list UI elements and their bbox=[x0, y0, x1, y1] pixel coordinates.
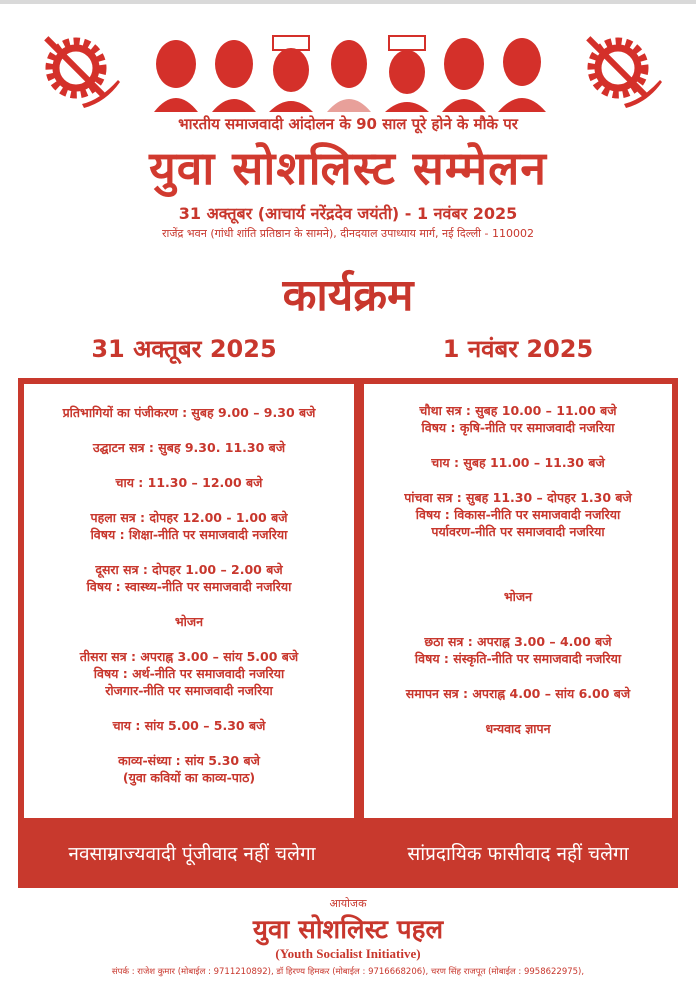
portrait-image bbox=[496, 34, 548, 112]
day-2-heading: 1 नवंबर 2025 bbox=[442, 335, 594, 363]
slogan-left: नवसाम्राज्यवादी पूंजीवाद नहीं चलेगा bbox=[68, 843, 316, 865]
portrait-image bbox=[150, 34, 202, 112]
schedule-entry-registration: प्रतिभागियों का पंजीकरण : सुबह 9.00 – 9.30 बजे bbox=[62, 405, 316, 420]
portrait-image bbox=[381, 34, 433, 112]
organizer-english-name: (Youth Socialist Initiative) bbox=[275, 946, 421, 961]
schedule-entry-vote-of-thanks: धन्यवाद ज्ञापन bbox=[485, 721, 551, 736]
leaders-portraits bbox=[150, 30, 548, 112]
gear-pickaxe-icon bbox=[30, 28, 126, 110]
gear-pickaxe-icon bbox=[572, 28, 668, 110]
schedule-entry-session-6: छठा सत्र : अपराह्न 3.00 – 4.00 बजे विषय : संस्कृति-नीति पर समाजवादी नजरिया bbox=[414, 634, 622, 666]
event-venue: राजेंद्र भवन (गांधी शांति प्रतिष्ठान के सामने), दीनदयाल उपाध्याय मार्ग, नई दिल्ली - 110002 bbox=[162, 227, 534, 240]
portrait-image bbox=[438, 34, 490, 112]
day-1-heading: 31 अक्तूबर 2025 bbox=[91, 335, 277, 363]
schedule-entry-evening-tea: चाय : सांय 5.00 – 5.30 बजे bbox=[112, 718, 266, 733]
slogan-right: सांप्रदायिक फासीवाद नहीं चलेगा bbox=[407, 843, 629, 865]
portrait-image bbox=[265, 34, 317, 112]
schedule-entry-tea: चाय : सुबह 11.00 – 11.30 बजे bbox=[431, 455, 605, 470]
schedule-entry-session-5: पांचवा सत्र : सुबह 11.30 – दोपहर 1.30 बजे विषय : विकास-नीति पर समाजवादी नजरिया पर्यावरण-नीति पर समाजवादी नजरिया bbox=[404, 490, 632, 539]
day-2-schedule bbox=[364, 384, 672, 818]
portrait-image bbox=[208, 34, 260, 112]
schedule-entry-session-4: चौथा सत्र : सुबह 10.00 – 11.00 बजे विषय : कृषि-नीति पर समाजवादी नजरिया bbox=[419, 403, 617, 435]
organizer-name: युवा सोशलिस्ट पहल bbox=[252, 915, 444, 945]
organizer-label: आयोजक bbox=[329, 897, 367, 910]
program-title: कार्यक्रम bbox=[282, 270, 414, 321]
schedule-entry-poetry: काव्य-संध्या : सांय 5.30 बजे (युवा कवियों का काव्य-पाठ) bbox=[118, 753, 260, 785]
schedule-entry-session-2: दूसरा सत्र : दोपहर 1.00 – 2.00 बजे विषय : स्वास्थ्य-नीति पर समाजवादी नजरिया bbox=[86, 562, 292, 594]
schedule-entry-lunch: भोजन bbox=[174, 614, 204, 629]
day-1-schedule bbox=[24, 384, 354, 818]
event-dates: 31 अक्तूबर (आचार्य नरेंद्रदेव जयंती) - 1 नवंबर 2025 bbox=[178, 204, 518, 223]
schedule-entry-tea: चाय : 11.30 – 12.00 बजे bbox=[115, 475, 263, 490]
anniversary-subheading: भारतीय समाजवादी आंदोलन के 90 साल पूरे होने के मौके पर bbox=[178, 115, 518, 133]
schedule-entry-lunch: भोजन bbox=[503, 589, 533, 604]
schedule-entry-inauguration: उद्घाटन सत्र : सुबह 9.30. 11.30 बजे bbox=[92, 440, 286, 455]
schedule-entry-closing: समापन सत्र : अपराह्न 4.00 – सांय 6.00 बजे bbox=[405, 686, 631, 701]
top-divider bbox=[0, 0, 696, 4]
contact-info: संपर्क : राजेश कुमार (मोबाईल : 9711210892), डॉ हिरण्य हिमकर (मोबाईल : 9716668206), चरण सिंह राजपूत (मोबाईल : 9958622975), bbox=[111, 967, 585, 977]
schedule-entry-session-3: तीसरा सत्र : अपराह्न 3.00 – सांय 5.00 बजे विषय : अर्थ-नीति पर समाजवादी नजरिया रोजगार-नीति पर समाजवादी नजरिया bbox=[79, 649, 299, 698]
schedule-frame bbox=[18, 378, 678, 888]
portrait-image bbox=[323, 34, 375, 112]
event-title: युवा सोशलिस्ट सम्मेलन bbox=[149, 141, 547, 195]
schedule-entry-session-1: पहला सत्र : दोपहर 12.00 - 1.00 बजे विषय : शिक्षा-नीति पर समाजवादी नजरिया bbox=[90, 510, 288, 542]
